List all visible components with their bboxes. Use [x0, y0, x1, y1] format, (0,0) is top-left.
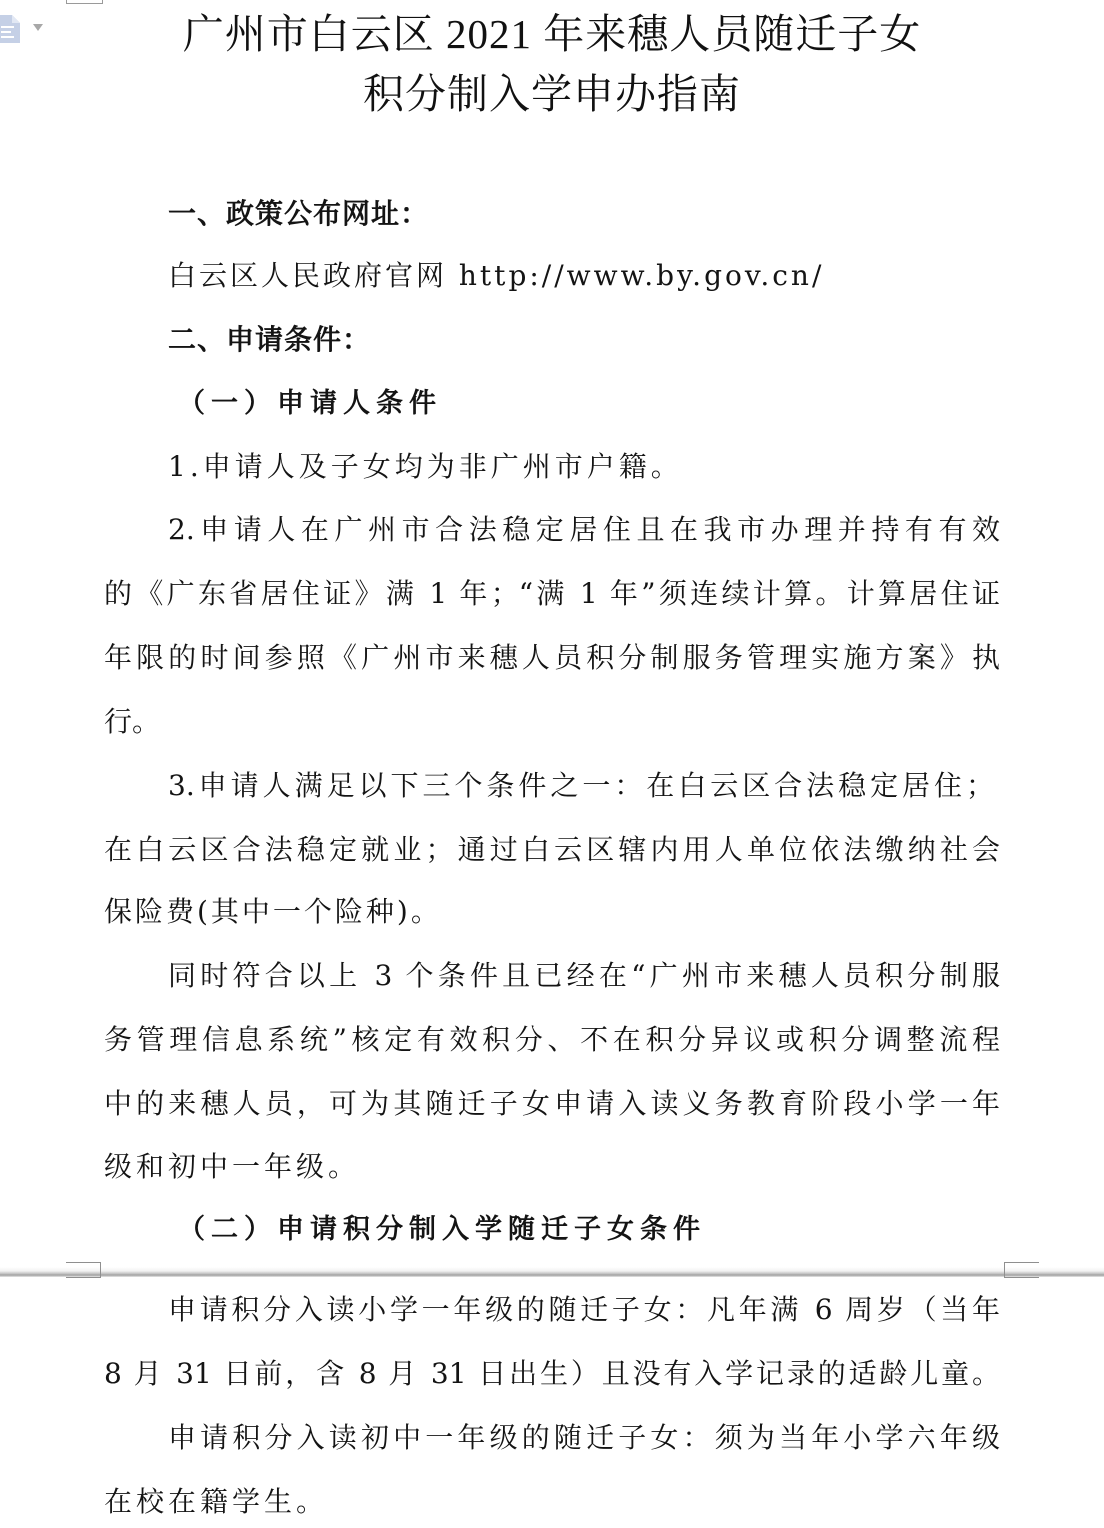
condition-item-1: 1.申请人及子女均为非广州市户籍。 [168, 450, 683, 483]
primary-school-condition-line-1: 申请积分入读小学一年级的随迁子女：凡年满 6 周岁（当年 [168, 1293, 1000, 1326]
section-heading-conditions: 二、申请条件： [168, 323, 372, 356]
condition-item-3-line-3: 保险费(其中一个险种)。 [104, 895, 442, 928]
summary-line-2: 务管理信息系统”核定有效积分、不在积分异议或积分调整流程 [104, 1023, 1000, 1056]
margin-corner-mark-left [66, 1262, 101, 1278]
document-title-line-2: 积分制入学申办指南 [363, 71, 741, 117]
page-break-separator [0, 1267, 1104, 1277]
junior-school-condition-line-2: 在校在籍学生。 [104, 1485, 329, 1518]
summary-line-3: 中的来穗人员，可为其随迁子女申请入读义务教育阶段小学一年 [104, 1087, 1000, 1120]
margin-corner-mark [66, 0, 103, 4]
section-heading-policy-url: 一、政策公布网址： [168, 197, 430, 230]
junior-school-condition-line-1: 申请积分入读初中一年级的随迁子女：须为当年小学六年级 [168, 1421, 1000, 1454]
subsection-heading-children: （二）申请积分制入学随迁子女条件 [178, 1214, 706, 1245]
summary-line-1: 同时符合以上 3 个条件且已经在“广州市来穗人员积分制服 [168, 959, 1000, 992]
condition-item-2-line-1: 2.申请人在广州市合法稳定居住且在我市办理并持有有效 [168, 513, 1000, 546]
summary-line-4: 级和初中一年级。 [104, 1150, 361, 1183]
condition-item-3-line-2: 在白云区合法稳定就业；通过白云区辖内用人单位依法缴纳社会 [104, 833, 1000, 866]
subsection-heading-applicant: （一）申请人条件 [178, 388, 442, 419]
primary-school-condition-line-2: 8 月 31 日前，含 8 月 31 日出生）且没有入学记录的适龄儿童。 [104, 1357, 1000, 1390]
document-title-line-1: 广州市白云区 2021 年来穗人员随迁子女 [182, 11, 922, 57]
condition-item-2-line-3: 年限的时间参照《广州市来穗人员积分制服务管理实施方案》执 [104, 641, 1000, 674]
condition-item-3-line-1: 3.申请人满足以下三个条件之一：在白云区合法稳定居住； [168, 769, 994, 802]
policy-url-text: 白云区人民政府官网 http://www.by.gov.cn/ [168, 259, 825, 292]
condition-item-2-line-4: 行。 [104, 705, 161, 738]
condition-item-2-line-2: 的《广东省居住证》满 1 年；“满 1 年”须连续计算。计算居住证 [104, 577, 1000, 610]
margin-corner-mark-right [1004, 1262, 1039, 1278]
